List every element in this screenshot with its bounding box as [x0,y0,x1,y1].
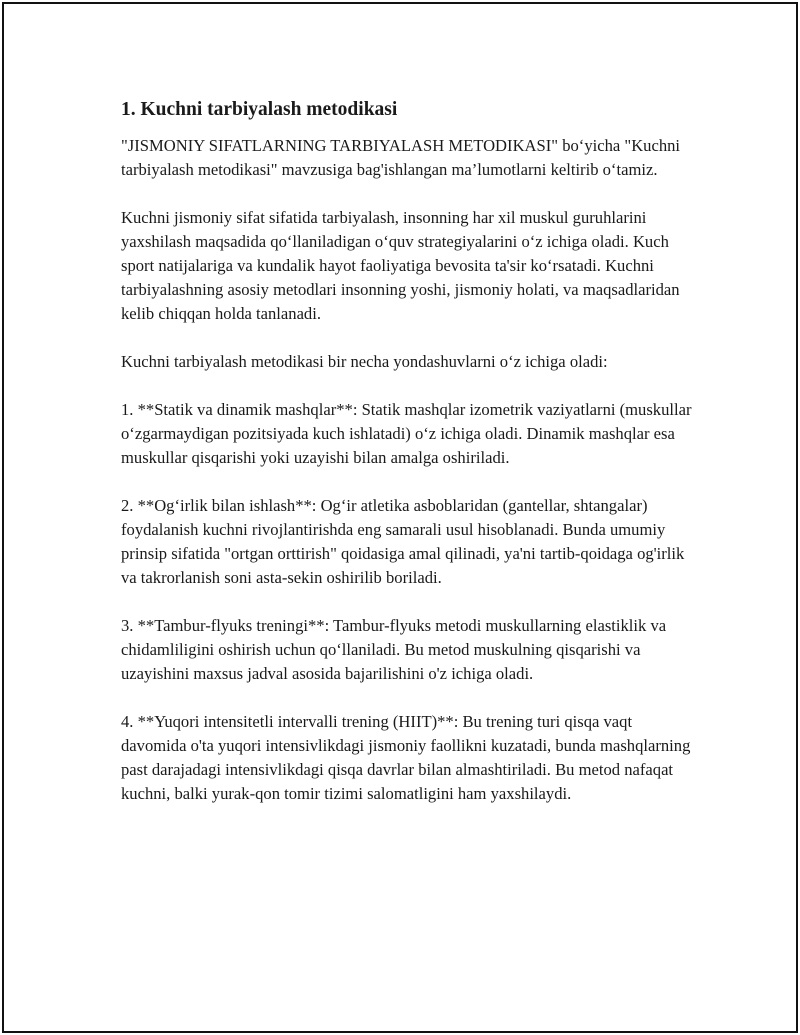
document-body [121,97,696,830]
method-item-static-dynamic: 1. **Statik va dinamik mashqlar**: Statik mashqlar izometrik vaziyatlarni (muskullar o‘zgarmaydigan pozitsiyada kuch ishlatadi) o‘z ichiga oladi. Dinamik mashqlar esa muskullar qisqarishi yoki uzayishi bilan amalga oshiriladi. [121,400,692,467]
methods-lead-paragraph: Kuchni tarbiyalash metodikasi bir necha yondashuvlarni o‘z ichiga oladi: [121,352,608,371]
intro-paragraph: "JISMONIY SIFATLARNING TARBIYALASH METODIKASI" bo‘yicha "Kuchni tarbiyalash metodikasi" mavzusiga bag'ishlangan ma’lumotlarni keltirib o‘tamiz. [121,136,681,179]
overview-paragraph: Kuchni jismoniy sifat sifatida tarbiyalash, insonning har xil muskul guruhlarini yaxshilash maqsadida qo‘llaniladigan o‘quv strategiyalarini o‘z ichiga oladi. Kuch sport natijalariga va kundalik hayot faoliyatiga bevosita ta'sir ko‘rsatadi. Kuchni tarbiyalashning asosiy metodlari insonning yoshi, jismoniy holati, va maqsadlaridan kelib chiqqan holda tanlanadi. [121,208,680,323]
method-item-hiit: 4. **Yuqori intensitetli intervalli trening (HIIT)**: Bu trening turi qisqa vaqt davomida o'ta yuqori intensivlikdagi jismoniy faollikni kuzatadi, bunda mashqlarning past darajadagi intensivlikdagi qisqa davrlar bilan almashtiriladi. Bu metod nafaqat kuchni, balki yurak-qon tomir tizimi salomatligini ham yaxshilaydi. [121,712,691,803]
document-title: 1. Kuchni tarbiyalash metodikasi [121,99,398,120]
method-item-tambur-flyuks: 3. **Tambur-flyuks treningi**: Tambur-flyuks metodi muskullarning elastiklik va chidamliligini oshirish uchun qo‘llaniladi. Bu metod muskulning qisqarishi va uzayishini maxsus jadval asosida bajarilishini o'z ichiga oladi. [121,616,667,683]
method-item-weights: 2. **Og‘irlik bilan ishlash**: Og‘ir atletika asboblaridan (gantellar, shtangalar) foydalanish kuchni rivojlantirishda eng samarali usul hisoblanadi. Bunda umumiy prinsip sifatida "ortgan orttirish" qoidasiga amal qilinadi, ya'ni tartib-qoidaga og'irlik va takrorlanish soni asta-sekin oshirilib boriladi. [121,496,685,587]
page [2,2,798,1033]
